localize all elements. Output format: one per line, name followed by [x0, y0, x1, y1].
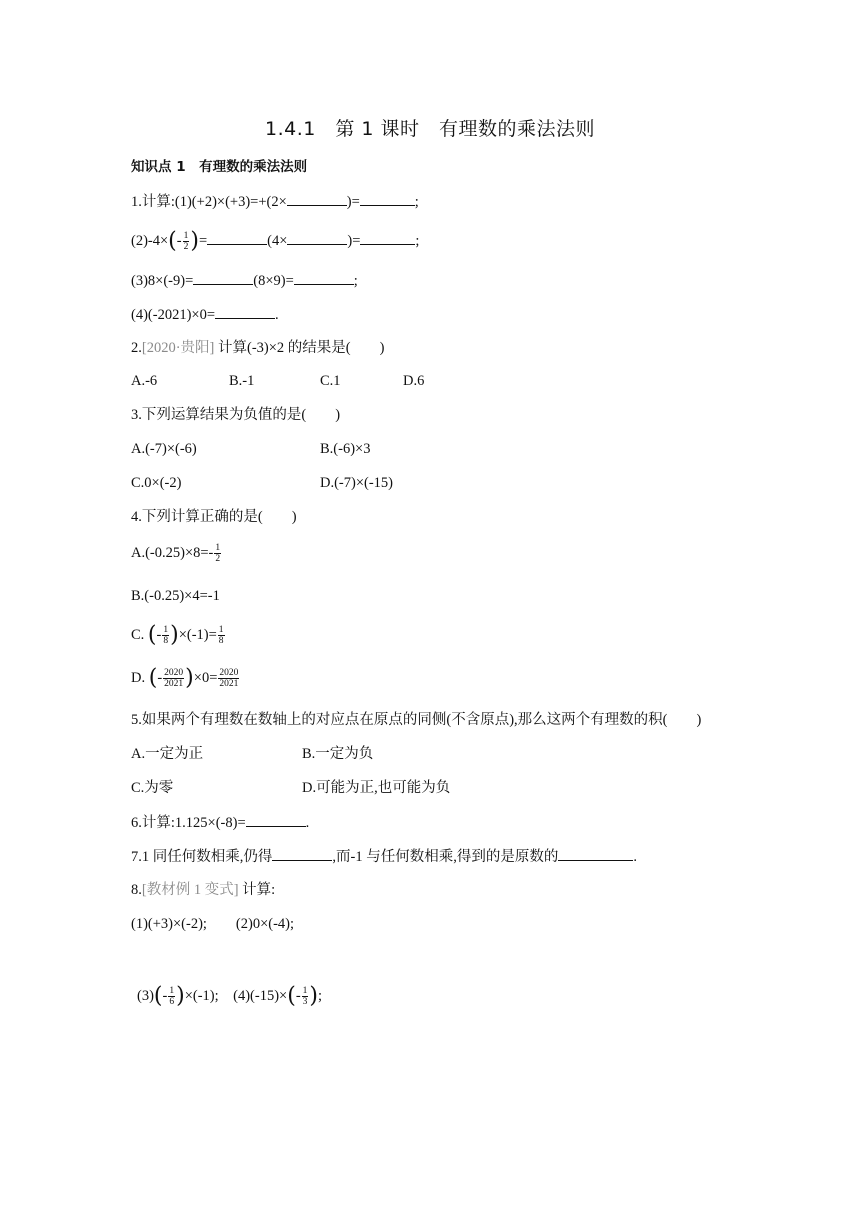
source-tag: [教材例 1 变式]: [141, 882, 239, 898]
source-tag: [2020·贵阳]: [141, 340, 215, 356]
question-4: 4.下列计算正确的是( ): [131, 509, 297, 525]
answer-blank[interactable]: [360, 191, 415, 206]
option-d[interactable]: D.(-7)×(-15): [320, 475, 393, 491]
question-8: 8.[教材例 1 变式] 计算:: [131, 882, 276, 898]
option-b[interactable]: B.(-0.25)×4=-1: [131, 588, 220, 604]
question-8-parts-1-2: (1)(+3)×(-2); (2)0×(-4);: [131, 916, 295, 932]
option-a[interactable]: A.(-7)×(-6): [131, 441, 197, 457]
question-3: 3.下列运算结果为负值的是( ): [131, 407, 341, 423]
option-a[interactable]: A.(-0.25)×8=- $\frac{1}{2}$: [131, 543, 221, 565]
option-c[interactable]: C.为零: [131, 780, 174, 796]
option-b[interactable]: B.(-6)×3: [320, 441, 371, 457]
answer-blank[interactable]: [360, 230, 415, 245]
option-b[interactable]: B.-1: [229, 373, 255, 389]
option-c[interactable]: C. (- $\frac{1}{8}$ )×(-1)= $\frac{1}{8}$: [131, 622, 224, 648]
option-c[interactable]: C.1: [320, 373, 341, 389]
option-a[interactable]: A.-6: [131, 373, 158, 389]
option-b[interactable]: B.一定为负: [302, 746, 374, 762]
option-a[interactable]: A.一定为正: [131, 746, 204, 762]
page-title: 1.4.1 第 1 课时 有理数的乘法法则: [264, 118, 595, 140]
answer-blank[interactable]: [207, 230, 267, 245]
question-2: 2.[2020·贵阳] 计算(-3)×2 的结果是( ): [131, 340, 385, 356]
answer-blank[interactable]: [215, 304, 275, 319]
question-1-part-1: 1.计算:(1)(+2)×(+3)=+(2× )= ;: [131, 191, 419, 212]
answer-blank[interactable]: [193, 270, 253, 285]
option-d[interactable]: D.可能为正,也可能为负: [302, 780, 451, 796]
question-1-part-4: (4)(-2021)×0= .: [131, 304, 279, 325]
answer-blank[interactable]: [294, 270, 354, 285]
question-1-part-2: (2)-4×(- $\frac{1}{2}$ )= (4× )= ;: [131, 228, 420, 254]
option-d[interactable]: D.6: [403, 373, 425, 389]
option-d[interactable]: D. (- $\frac{2020}{2021}$ )×0= $\frac{2020}{2021}$: [131, 665, 239, 691]
answer-blank[interactable]: [246, 812, 306, 827]
fraction: $\frac{1}{2}$: [183, 231, 189, 253]
question-6: 6.计算:1.125×(-8)= .: [131, 812, 309, 833]
question-8-parts-3-4: (3)(- $\frac{1}{6}$ )×(-1); (4)(-15)×(- $\frac{1}{3}$ );: [137, 983, 323, 1009]
answer-blank[interactable]: [287, 191, 347, 206]
answer-blank[interactable]: [287, 230, 347, 245]
question-1-part-3: (3)8×(-9)= (8×9)= ;: [131, 270, 358, 291]
answer-blank[interactable]: [558, 846, 633, 861]
section-heading: 知识点 1 有理数的乘法法则: [131, 159, 308, 175]
answer-blank[interactable]: [272, 846, 332, 861]
question-7: 7.1 同任何数相乘,仍得 ,而-1 与任何数相乘,得到的是原数的 .: [131, 846, 637, 867]
question-5: 5.如果两个有理数在数轴上的对应点在原点的同侧(不含原点),那么这两个有理数的积( ): [131, 712, 702, 728]
option-c[interactable]: C.0×(-2): [131, 475, 182, 491]
